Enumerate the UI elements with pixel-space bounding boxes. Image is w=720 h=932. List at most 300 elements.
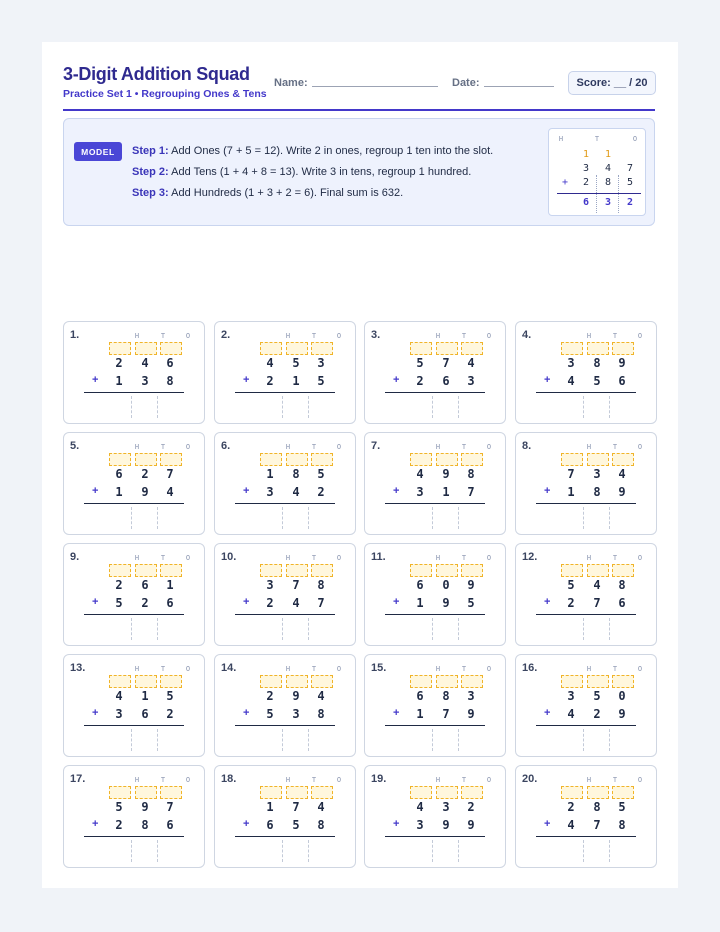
carry-slot-o[interactable] xyxy=(160,342,182,355)
problem-card[interactable] xyxy=(364,432,506,535)
answer-column-divider xyxy=(609,729,610,751)
problem-card[interactable] xyxy=(63,654,205,757)
answer-column-divider xyxy=(308,396,309,418)
column-header-o: O xyxy=(336,443,342,451)
column-header-t: T xyxy=(461,665,467,673)
carry-slot-t[interactable] xyxy=(587,342,609,355)
column-header-h: H xyxy=(586,554,592,562)
problem-card[interactable] xyxy=(63,321,205,424)
answer-column-divider xyxy=(157,618,158,640)
answer-column-divider xyxy=(308,840,309,862)
column-header-h: H xyxy=(435,443,441,451)
bottom-digit: 9 xyxy=(141,485,149,499)
bottom-digit: 8 xyxy=(618,818,626,832)
top-digit: 0 xyxy=(442,578,450,592)
problem-card[interactable] xyxy=(63,432,205,535)
column-header-t: T xyxy=(160,443,166,451)
carry-slot-t[interactable] xyxy=(587,675,609,688)
answer-column-divider xyxy=(157,507,158,529)
column-header-t: T xyxy=(612,332,618,340)
top-digit: 3 xyxy=(442,800,450,814)
bottom-digit: 3 xyxy=(467,374,475,388)
bottom-digit: 2 xyxy=(166,707,174,721)
plus-sign: + xyxy=(544,374,551,386)
problem-number: 2. xyxy=(221,329,231,341)
model-step-3 xyxy=(132,187,403,199)
top-digit: 0 xyxy=(618,689,626,703)
column-header-t: T xyxy=(612,776,618,784)
bottom-digit: 4 xyxy=(292,485,300,499)
plus-sign: + xyxy=(92,485,99,497)
carry-slot-h[interactable] xyxy=(260,564,282,577)
carry-slot-o[interactable] xyxy=(461,453,483,466)
name-line[interactable] xyxy=(312,86,438,87)
carry-slot-h[interactable] xyxy=(260,675,282,688)
top-digit: 7 xyxy=(166,467,174,481)
carry-slot-t[interactable] xyxy=(286,453,308,466)
carry-slot-h[interactable] xyxy=(410,342,432,355)
model-step-2 xyxy=(132,166,471,178)
answer-column-divider xyxy=(609,396,610,418)
carry-slot-o[interactable] xyxy=(311,453,333,466)
bottom-digit: 2 xyxy=(317,485,325,499)
column-header-t: T xyxy=(311,554,317,562)
bottom-digit: 7 xyxy=(593,818,601,832)
bottom-digit: 5 xyxy=(467,596,475,610)
top-digit: 8 xyxy=(292,467,300,481)
column-header-t: T xyxy=(461,443,467,451)
bottom-digit: 2 xyxy=(593,707,601,721)
carry-slot-h[interactable] xyxy=(561,675,583,688)
sum-line xyxy=(84,614,184,615)
carry-slot-h[interactable] xyxy=(109,453,131,466)
answer-column-divider xyxy=(282,507,283,529)
problem-number: 7. xyxy=(371,440,381,452)
top-digit: 1 xyxy=(266,800,274,814)
carry-slot-t[interactable] xyxy=(436,564,458,577)
top-digit: 8 xyxy=(618,578,626,592)
top-digit: 9 xyxy=(442,467,450,481)
answer-column-divider xyxy=(458,618,459,640)
answer-column-divider xyxy=(458,507,459,529)
problem-card[interactable] xyxy=(214,321,356,424)
carry-slot-t[interactable] xyxy=(135,342,157,355)
sum-line xyxy=(385,614,485,615)
problem-card[interactable] xyxy=(63,765,205,868)
answer-column-divider xyxy=(583,840,584,862)
model-divider xyxy=(596,175,597,213)
problem-card[interactable] xyxy=(515,654,657,757)
answer-column-divider xyxy=(282,618,283,640)
model-sum-o: 2 xyxy=(626,197,634,208)
model-carry-h: 1 xyxy=(582,149,590,160)
plus-sign: + xyxy=(544,596,551,608)
sum-line xyxy=(235,836,335,837)
plus-sign: + xyxy=(243,374,250,386)
top-digit: 7 xyxy=(292,800,300,814)
column-header-t: T xyxy=(461,332,467,340)
bottom-digit: 4 xyxy=(567,707,575,721)
top-digit: 3 xyxy=(567,356,575,370)
problem-number: 4. xyxy=(522,329,532,341)
column-header-o: O xyxy=(336,776,342,784)
carry-slot-t[interactable] xyxy=(286,786,308,799)
sum-line xyxy=(385,836,485,837)
model-badge: MODEL xyxy=(74,142,122,161)
carry-slot-h[interactable] xyxy=(260,786,282,799)
top-digit: 5 xyxy=(292,356,300,370)
carry-slot-t[interactable] xyxy=(135,786,157,799)
carry-slot-h[interactable] xyxy=(260,342,282,355)
carry-slot-o[interactable] xyxy=(612,342,634,355)
top-digit: 1 xyxy=(266,467,274,481)
sum-line xyxy=(536,503,636,504)
bottom-digit: 3 xyxy=(266,485,274,499)
model-top-o: 7 xyxy=(626,163,634,174)
sum-line xyxy=(385,725,485,726)
top-digit: 9 xyxy=(292,689,300,703)
column-header-h: H xyxy=(285,776,291,784)
worksheet-page xyxy=(42,42,678,888)
column-header-h: H xyxy=(586,665,592,673)
top-digit: 6 xyxy=(416,689,424,703)
column-header-h: H xyxy=(586,443,592,451)
model-example-card xyxy=(548,128,646,216)
column-header-h: H xyxy=(134,665,140,673)
carry-slot-o[interactable] xyxy=(612,564,634,577)
model-divider xyxy=(618,175,619,213)
bottom-digit: 5 xyxy=(292,818,300,832)
top-digit: 3 xyxy=(567,689,575,703)
bottom-digit: 1 xyxy=(416,596,424,610)
column-header-o: O xyxy=(486,665,492,673)
carry-slot-o[interactable] xyxy=(160,453,182,466)
column-header-h: H xyxy=(285,665,291,673)
problem-number: 10. xyxy=(221,551,237,563)
model-top-t: 4 xyxy=(604,163,612,174)
bottom-digit: 1 xyxy=(115,374,123,388)
bottom-digit: 1 xyxy=(115,485,123,499)
carry-slot-h[interactable] xyxy=(561,342,583,355)
carry-slot-o[interactable] xyxy=(461,786,483,799)
date-label: Date: xyxy=(452,77,480,89)
carry-slot-h[interactable] xyxy=(561,564,583,577)
plus-sign: + xyxy=(393,374,400,386)
problem-card[interactable] xyxy=(63,543,205,646)
bottom-digit: 8 xyxy=(317,818,325,832)
bottom-digit: 5 xyxy=(593,374,601,388)
model-step-1 xyxy=(132,145,493,157)
carry-slot-t[interactable] xyxy=(436,342,458,355)
carry-slot-h[interactable] xyxy=(109,786,131,799)
carry-slot-o[interactable] xyxy=(461,675,483,688)
column-header-t: T xyxy=(612,554,618,562)
problem-card[interactable] xyxy=(515,765,657,868)
sum-line xyxy=(536,836,636,837)
bottom-digit: 2 xyxy=(266,374,274,388)
top-digit: 3 xyxy=(266,578,274,592)
column-header-o: O xyxy=(185,443,191,451)
top-digit: 1 xyxy=(141,689,149,703)
sum-line xyxy=(84,725,184,726)
bottom-digit: 9 xyxy=(442,818,450,832)
carry-slot-o[interactable] xyxy=(461,342,483,355)
carry-slot-o[interactable] xyxy=(160,786,182,799)
column-header-o: O xyxy=(486,776,492,784)
column-header-t: T xyxy=(160,665,166,673)
problem-card[interactable] xyxy=(364,765,506,868)
carry-slot-o[interactable] xyxy=(612,453,634,466)
bottom-digit: 7 xyxy=(317,596,325,610)
column-header-t: T xyxy=(311,332,317,340)
top-digit: 5 xyxy=(567,578,575,592)
carry-slot-t[interactable] xyxy=(286,675,308,688)
column-header-o: O xyxy=(185,776,191,784)
problem-number: 19. xyxy=(371,773,387,785)
carry-slot-t[interactable] xyxy=(436,786,458,799)
answer-column-divider xyxy=(583,396,584,418)
plus-sign: + xyxy=(243,707,250,719)
problem-card[interactable] xyxy=(515,321,657,424)
plus-sign: + xyxy=(92,374,99,386)
bottom-digit: 5 xyxy=(317,374,325,388)
bottom-digit: 6 xyxy=(266,818,274,832)
carry-slot-o[interactable] xyxy=(311,342,333,355)
top-digit: 2 xyxy=(141,467,149,481)
answer-column-divider xyxy=(282,729,283,751)
column-header-t: T xyxy=(461,554,467,562)
column-header-h: H xyxy=(134,554,140,562)
carry-slot-o[interactable] xyxy=(461,564,483,577)
model-bottom-h: 2 xyxy=(582,177,590,188)
carry-slot-h[interactable] xyxy=(109,675,131,688)
bottom-digit: 2 xyxy=(416,374,424,388)
sum-line xyxy=(536,725,636,726)
problem-number: 17. xyxy=(70,773,86,785)
bottom-digit: 2 xyxy=(266,596,274,610)
model-col-o: O xyxy=(632,135,638,143)
problem-number: 15. xyxy=(371,662,387,674)
bottom-digit: 8 xyxy=(141,818,149,832)
column-header-t: T xyxy=(311,665,317,673)
bottom-digit: 1 xyxy=(416,707,424,721)
top-digit: 6 xyxy=(416,578,424,592)
top-digit: 2 xyxy=(115,356,123,370)
top-digit: 7 xyxy=(166,800,174,814)
answer-column-divider xyxy=(432,729,433,751)
sum-line xyxy=(536,614,636,615)
problem-card[interactable] xyxy=(515,543,657,646)
bottom-digit: 6 xyxy=(618,374,626,388)
bottom-digit: 6 xyxy=(442,374,450,388)
top-digit: 1 xyxy=(166,578,174,592)
answer-column-divider xyxy=(308,507,309,529)
carry-slot-h[interactable] xyxy=(109,342,131,355)
column-header-o: O xyxy=(637,332,643,340)
problem-card[interactable] xyxy=(214,654,356,757)
bottom-digit: 4 xyxy=(292,596,300,610)
column-header-h: H xyxy=(435,665,441,673)
step-label: Step 1: xyxy=(132,145,169,157)
bottom-digit: 6 xyxy=(166,596,174,610)
bottom-digit: 4 xyxy=(166,485,174,499)
top-digit: 8 xyxy=(593,356,601,370)
answer-column-divider xyxy=(432,396,433,418)
problem-number: 11. xyxy=(371,551,386,563)
top-digit: 8 xyxy=(467,467,475,481)
plus-sign: + xyxy=(393,596,400,608)
bottom-digit: 1 xyxy=(567,485,575,499)
carry-slot-o[interactable] xyxy=(160,564,182,577)
top-digit: 7 xyxy=(567,467,575,481)
problem-card[interactable] xyxy=(364,543,506,646)
plus-sign: + xyxy=(92,596,99,608)
plus-sign: + xyxy=(544,707,551,719)
bottom-digit: 8 xyxy=(317,707,325,721)
carry-slot-o[interactable] xyxy=(612,675,634,688)
page-title: 3-Digit Addition Squad xyxy=(63,64,250,84)
bottom-digit: 9 xyxy=(618,707,626,721)
date-line[interactable] xyxy=(484,86,554,87)
answer-column-divider xyxy=(157,729,158,751)
carry-slot-h[interactable] xyxy=(109,564,131,577)
bottom-digit: 6 xyxy=(141,707,149,721)
top-digit: 7 xyxy=(442,356,450,370)
answer-column-divider xyxy=(131,396,132,418)
problem-card[interactable] xyxy=(214,432,356,535)
column-header-h: H xyxy=(134,443,140,451)
bottom-digit: 9 xyxy=(442,596,450,610)
step-text: Add Ones (7 + 5 = 12). Write 2 in ones, regroup 1 ten into the slot. xyxy=(171,145,494,157)
column-header-h: H xyxy=(435,554,441,562)
carry-slot-h[interactable] xyxy=(410,453,432,466)
problem-card[interactable] xyxy=(214,765,356,868)
plus-sign: + xyxy=(544,485,551,497)
answer-column-divider xyxy=(458,840,459,862)
column-header-t: T xyxy=(160,332,166,340)
top-digit: 5 xyxy=(618,800,626,814)
problem-number: 16. xyxy=(522,662,538,674)
answer-column-divider xyxy=(131,618,132,640)
bottom-digit: 5 xyxy=(266,707,274,721)
sum-line xyxy=(84,836,184,837)
model-sum-line xyxy=(557,193,641,194)
column-header-t: T xyxy=(311,776,317,784)
sum-line xyxy=(84,392,184,393)
top-digit: 3 xyxy=(593,467,601,481)
answer-column-divider xyxy=(131,729,132,751)
bottom-digit: 2 xyxy=(567,596,575,610)
problem-card[interactable] xyxy=(364,654,506,757)
carry-slot-h[interactable] xyxy=(410,786,432,799)
bottom-digit: 7 xyxy=(442,707,450,721)
sum-line xyxy=(235,614,335,615)
column-header-h: H xyxy=(435,332,441,340)
bottom-digit: 8 xyxy=(593,485,601,499)
top-digit: 3 xyxy=(467,689,475,703)
answer-column-divider xyxy=(282,396,283,418)
bottom-digit: 4 xyxy=(567,818,575,832)
problem-number: 9. xyxy=(70,551,80,563)
problem-number: 6. xyxy=(221,440,231,452)
carry-slot-t[interactable] xyxy=(286,342,308,355)
carry-slot-h[interactable] xyxy=(410,675,432,688)
carry-slot-h[interactable] xyxy=(561,453,583,466)
carry-slot-t[interactable] xyxy=(135,564,157,577)
carry-slot-h[interactable] xyxy=(561,786,583,799)
top-digit: 6 xyxy=(141,578,149,592)
carry-slot-t[interactable] xyxy=(587,786,609,799)
top-digit: 2 xyxy=(115,578,123,592)
carry-slot-o[interactable] xyxy=(311,786,333,799)
carry-slot-t[interactable] xyxy=(135,675,157,688)
answer-column-divider xyxy=(157,396,158,418)
answer-column-divider xyxy=(609,618,610,640)
carry-slot-o[interactable] xyxy=(311,675,333,688)
column-header-h: H xyxy=(134,332,140,340)
top-digit: 4 xyxy=(618,467,626,481)
page-subtitle: Practice Set 1 • Regrouping Ones & Tens xyxy=(63,88,267,100)
top-digit: 5 xyxy=(593,689,601,703)
carry-slot-o[interactable] xyxy=(311,564,333,577)
carry-slot-t[interactable] xyxy=(286,564,308,577)
carry-slot-h[interactable] xyxy=(410,564,432,577)
carry-slot-h[interactable] xyxy=(260,453,282,466)
top-digit: 6 xyxy=(115,467,123,481)
bottom-digit: 3 xyxy=(416,818,424,832)
column-header-t: T xyxy=(311,443,317,451)
carry-slot-t[interactable] xyxy=(135,453,157,466)
column-header-h: H xyxy=(285,554,291,562)
carry-slot-t[interactable] xyxy=(587,453,609,466)
bottom-digit: 3 xyxy=(292,707,300,721)
top-digit: 7 xyxy=(292,578,300,592)
model-panel xyxy=(63,118,655,226)
problem-card[interactable] xyxy=(364,321,506,424)
top-digit: 8 xyxy=(593,800,601,814)
carry-slot-t[interactable] xyxy=(436,453,458,466)
column-header-o: O xyxy=(185,332,191,340)
answer-column-divider xyxy=(458,396,459,418)
problem-number: 12. xyxy=(522,551,538,563)
column-header-t: T xyxy=(160,776,166,784)
plus-sign: + xyxy=(393,485,400,497)
column-header-h: H xyxy=(586,332,592,340)
column-header-o: O xyxy=(336,332,342,340)
sum-line xyxy=(385,392,485,393)
top-digit: 9 xyxy=(141,800,149,814)
carry-slot-t[interactable] xyxy=(587,564,609,577)
problem-number: 14. xyxy=(221,662,237,674)
top-digit: 9 xyxy=(618,356,626,370)
bottom-digit: 7 xyxy=(593,596,601,610)
sum-line xyxy=(84,503,184,504)
top-digit: 8 xyxy=(317,578,325,592)
problem-card[interactable] xyxy=(515,432,657,535)
bottom-digit: 4 xyxy=(567,374,575,388)
plus-sign: + xyxy=(393,818,400,830)
model-carry-t: 1 xyxy=(604,149,612,160)
column-header-o: O xyxy=(185,665,191,673)
column-header-o: O xyxy=(486,332,492,340)
carry-slot-o[interactable] xyxy=(160,675,182,688)
problem-card[interactable] xyxy=(214,543,356,646)
carry-slot-t[interactable] xyxy=(436,675,458,688)
bottom-digit: 9 xyxy=(618,485,626,499)
step-text: Add Hundreds (1 + 3 + 2 = 6). Final sum is 632. xyxy=(171,187,404,199)
step-label: Step 2: xyxy=(132,166,169,178)
carry-slot-o[interactable] xyxy=(612,786,634,799)
